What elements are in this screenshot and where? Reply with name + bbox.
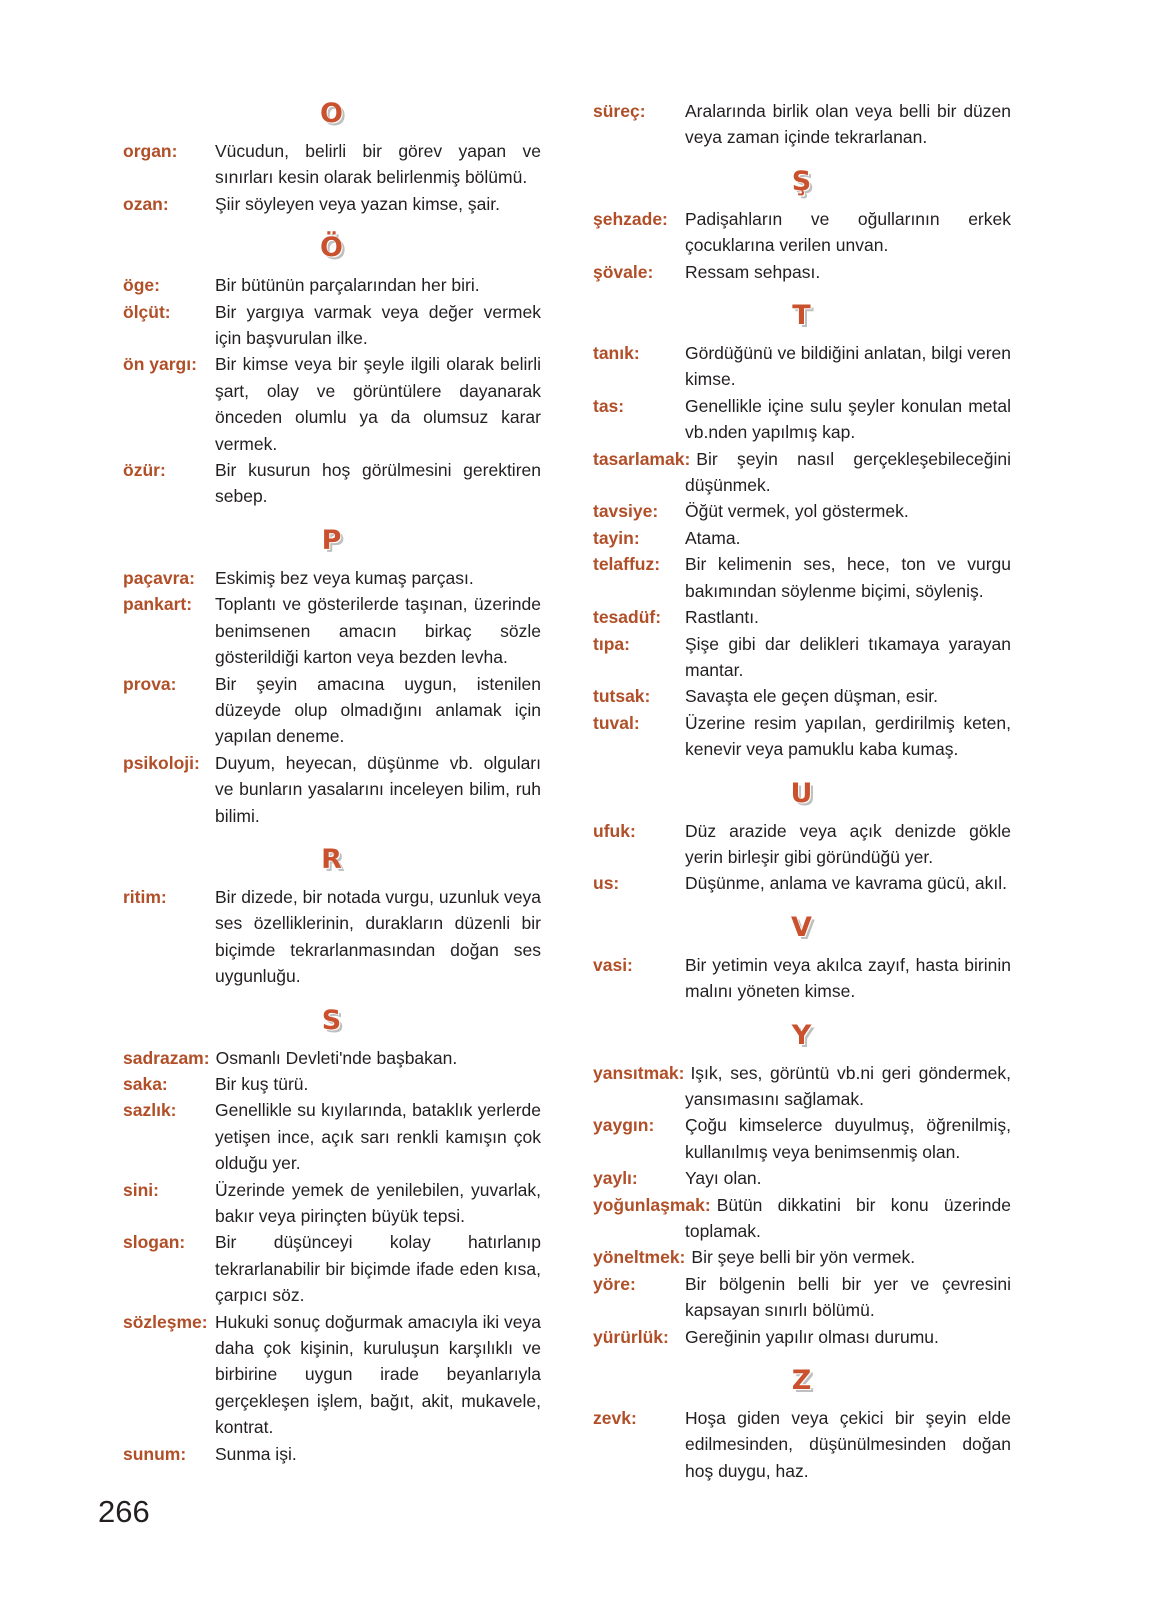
entry-yoğunlaşmak xyxy=(593,1192,1011,1245)
entry-definition: Bütün dikkatini bir konu üzerinde toplamak. xyxy=(685,1194,1011,1241)
entry-slogan xyxy=(123,1229,541,1308)
entry-term: yürürlük: xyxy=(593,1326,669,1347)
entry-pankart xyxy=(123,591,541,670)
entry-sini xyxy=(123,1177,541,1230)
entry-term: şövale: xyxy=(593,261,654,282)
entry-term: us: xyxy=(593,873,620,894)
entry-definition: Bir şeyin amacına uygun, istenilen düzeyde olup olmadığını anlamak için yapılan deneme. xyxy=(215,673,541,747)
entry-sazlık xyxy=(123,1097,541,1176)
entry-definition: Hukuki sonuç doğurmak amacıyla iki veya daha çok kişinin, kuruluşun karşılıklı ve birbirine uygun irade beyanlarıyla gerçekleşen işlem, bağıt, akit, mukavele, kontrat. xyxy=(215,1311,541,1438)
entry-definition: Padişahların ve oğullarının erkek çocuklarına verilen unvan. xyxy=(685,208,1011,256)
entry-term: telaffuz: xyxy=(593,554,661,575)
entry-term: tayin: xyxy=(593,527,640,548)
entry-term: özür: xyxy=(123,460,166,481)
section-letter-U: U xyxy=(790,777,814,809)
entry-definition: Bir kusurun hoş görülmesini gerektiren sebep. xyxy=(215,460,541,507)
entry-term: tesadüf: xyxy=(593,607,662,628)
entry-term: tasarlamak: xyxy=(593,448,691,469)
entry-süreç xyxy=(593,98,1011,151)
entry-term: ritim: xyxy=(123,886,167,907)
entry-özür xyxy=(123,457,541,510)
entry-definition: Rastlantı. xyxy=(685,607,759,628)
entry-tanık xyxy=(593,340,1011,393)
entry-ölçüt xyxy=(123,299,541,352)
entry-term: saka: xyxy=(123,1073,168,1094)
entry-yansıtmak xyxy=(593,1060,1011,1113)
entry-term: şehzade: xyxy=(593,208,668,229)
section-letter-Ö: Ö xyxy=(320,232,344,264)
entry-term: sözleşme: xyxy=(123,1311,208,1332)
entry-tayin xyxy=(593,525,1011,551)
entry-term: tanık: xyxy=(593,343,640,364)
entry-term: ufuk: xyxy=(593,820,636,841)
entry-definition: Üzerinde yemek de yenilebilen, yuvarlak, bakır veya pirinçten büyük tepsi. xyxy=(215,1179,541,1226)
entry-term: ön yargı: xyxy=(123,354,197,375)
entry-term: tas: xyxy=(593,395,625,416)
entry-sözleşme xyxy=(123,1309,541,1441)
section-letter-Ş: Ş xyxy=(791,165,813,197)
entry-definition: Sunma işi. xyxy=(215,1443,297,1464)
entry-term: zevk: xyxy=(593,1408,637,1429)
entry-telaffuz xyxy=(593,551,1011,604)
column-right xyxy=(593,98,1011,1484)
entry-ufuk xyxy=(593,818,1011,871)
entry-definition: Genellikle içine sulu şeyler konulan metal vb.nden yapılmış kap. xyxy=(685,395,1011,443)
entry-definition: Çoğu kimselerce duyulmuş, öğrenilmiş, kullanılmış veya benimsenmiş olan. xyxy=(685,1115,1011,1162)
entry-term: yoğunlaşmak: xyxy=(593,1194,711,1215)
entry-term: slogan: xyxy=(123,1232,186,1253)
entry-definition: Bir yargıya varmak veya değer vermek için başvurulan ilke. xyxy=(215,301,541,349)
section-letter-R: R xyxy=(321,843,343,875)
entry-yürürlük xyxy=(593,1324,1011,1350)
entry-tas xyxy=(593,393,1011,446)
entry-term: sadrazam: xyxy=(123,1047,210,1068)
entry-tavsiye xyxy=(593,498,1011,524)
page-number: 266 xyxy=(98,1494,150,1529)
entry-us xyxy=(593,870,1011,896)
entry-definition: Gereğinin yapılır olması durumu. xyxy=(685,1326,939,1347)
entry-term: organ: xyxy=(123,141,178,161)
entry-term: yöre: xyxy=(593,1273,636,1294)
entry-sunum xyxy=(123,1441,541,1467)
entry-term: yaygın: xyxy=(593,1115,655,1136)
entry-şehzade xyxy=(593,206,1011,259)
entry-term: vasi: xyxy=(593,954,633,975)
entry-term: tavsiye: xyxy=(593,501,659,522)
entry-term: tuval: xyxy=(593,712,640,733)
entry-ön-yargı xyxy=(123,351,541,457)
entry-term: sunum: xyxy=(123,1443,187,1464)
entry-definition: Bir kelimenin ses, hece, ton ve vurgu bakımından söylenme biçimi, söyleniş. xyxy=(685,554,1011,601)
entry-definition: Hoşa giden veya çekici bir şeyin elde edilmesinden, düşünülmesinden doğan hoş duygu, haz. xyxy=(685,1408,1011,1481)
section-letter-Z: Z xyxy=(791,1365,813,1397)
entry-term: paçavra: xyxy=(123,567,195,588)
entry-term: tutsak: xyxy=(593,686,651,707)
entry-ozan xyxy=(123,191,541,217)
entry-term: süreç: xyxy=(593,101,646,121)
entry-definition: Bir düşünceyi kolay hatırlanıp tekrarlanabilir bir biçimde ifade eden kısa, çarpıcı söz. xyxy=(215,1232,541,1306)
section-letter-V: V xyxy=(791,911,813,943)
entry-definition: Düşünme, anlama ve kavrama gücü, akıl. xyxy=(685,873,1007,894)
entry-definition: Bir şeye belli bir yön vermek. xyxy=(691,1247,916,1268)
entry-term: yöneltmek: xyxy=(593,1247,686,1268)
entry-definition: Eskimiş bez veya kumaş parçası. xyxy=(215,567,474,588)
section-letter-P: P xyxy=(321,524,343,556)
entry-definition: Yayı olan. xyxy=(685,1168,762,1189)
entry-definition: Öğüt vermek, yol göstermek. xyxy=(685,501,909,522)
entry-definition: Toplantı ve gösterilerde taşınan, üzerinde benimsenen amacın birkaç sözle gösterildiği karton veya bezden levha. xyxy=(215,594,541,668)
entry-term: tıpa: xyxy=(593,633,630,654)
entry-yöre xyxy=(593,1271,1011,1324)
entry-tasarlamak xyxy=(593,446,1011,499)
entry-definition: Atama. xyxy=(685,527,741,548)
entry-definition: Aralarında birlik olan veya belli bir düzen veya zaman içinde tekrarlanan. xyxy=(685,101,1011,148)
entry-definition: Duyum, heyecan, düşünme vb. olguları ve bunların yasalarını inceleyen bilim, ruh bilimi. xyxy=(215,752,541,826)
entry-term: prova: xyxy=(123,673,177,694)
entry-paçavra xyxy=(123,565,541,591)
entry-term: yaylı: xyxy=(593,1168,638,1189)
section-letter-O: O xyxy=(320,98,344,129)
entry-definition: Bir kuş türü. xyxy=(215,1073,309,1094)
entry-ritim xyxy=(123,884,541,990)
entry-definition: Osmanlı Devleti'nde başbakan. xyxy=(215,1047,458,1068)
column-left xyxy=(123,98,541,1484)
entry-term: öge: xyxy=(123,275,160,296)
entry-definition: Bir bölgenin belli bir yer ve çevresini kapsayan sınırlı bölümü. xyxy=(685,1273,1011,1321)
entry-definition: Ressam sehpası. xyxy=(685,261,821,282)
entry-term: sazlık: xyxy=(123,1100,177,1121)
entry-term: yansıtmak: xyxy=(593,1062,685,1083)
section-letter-T: T xyxy=(792,300,812,332)
entry-definition: Işık, ses, görüntü vb.ni geri göndermek, yansımasını sağlamak. xyxy=(685,1062,1011,1109)
entry-definition: Bir şeyin nasıl gerçekleşebileceğini düşünmek. xyxy=(685,448,1011,496)
entry-saka xyxy=(123,1071,541,1097)
entry-definition: Savaşta ele geçen düşman, esir. xyxy=(685,686,938,707)
entry-prova xyxy=(123,671,541,750)
entry-tesadüf xyxy=(593,604,1011,630)
entry-öge xyxy=(123,272,541,298)
entry-term: ozan: xyxy=(123,193,169,214)
entry-definition: Bir yetimin veya akılca zayıf, hasta birinin malını yöneten kimse. xyxy=(685,954,1011,1002)
entry-term: psikoloji: xyxy=(123,752,200,773)
entry-term: pankart: xyxy=(123,594,193,615)
entry-term: ölçüt: xyxy=(123,301,171,322)
entry-yaylı xyxy=(593,1165,1011,1191)
entry-yöneltmek xyxy=(593,1244,1011,1270)
entry-şövale xyxy=(593,259,1011,285)
entry-definition: Vücudun, belirli bir görev yapan ve sınırları kesin olarak belirlenmiş bölümü. xyxy=(215,141,541,188)
entry-definition: Genellikle su kıyılarında, bataklık yerlerde yetişen ince, açık sarı renkli kamışın çok olduğu yer. xyxy=(215,1100,541,1174)
entry-definition: Şişe gibi dar delikleri tıkamaya yarayan mantar. xyxy=(685,633,1011,680)
entry-definition: Gördüğünü ve bildiğini anlatan, bilgi veren kimse. xyxy=(685,343,1011,390)
entry-psikoloji xyxy=(123,750,541,829)
entry-definition: Düz arazide veya açık denizde gökle yerin birleşir gibi göründüğü yer. xyxy=(685,820,1011,867)
entry-sadrazam xyxy=(123,1045,541,1071)
entry-tuval xyxy=(593,710,1011,763)
entry-definition: Üzerine resim yapılan, gerdirilmiş keten, kenevir veya pamuklu kaba kumaş. xyxy=(685,712,1011,760)
entry-zevk xyxy=(593,1405,1011,1484)
entry-tutsak xyxy=(593,683,1011,709)
entry-term: sini: xyxy=(123,1179,159,1200)
entry-tıpa xyxy=(593,631,1011,684)
entry-definition: Bir dizede, bir notada vurgu, uzunluk veya ses özelliklerinin, durakların düzenli bir biçimde tekrarlanmasından doğan ses uygunluğu. xyxy=(215,886,541,987)
entry-definition: Bir kimse veya bir şeyle ilgili olarak belirli şart, olay ve görüntülere dayanarak önceden olumlu ya da olumsuz karar vermek. xyxy=(215,354,541,454)
entry-definition: Şiir söyleyen veya yazan kimse, şair. xyxy=(215,193,500,214)
section-letter-Y: Y xyxy=(791,1019,813,1051)
entry-definition: Bir bütünün parçalarından her biri. xyxy=(215,275,480,296)
entry-yaygın xyxy=(593,1112,1011,1165)
section-letter-S: S xyxy=(321,1004,343,1036)
entry-vasi xyxy=(593,952,1011,1005)
entry-organ xyxy=(123,138,541,191)
